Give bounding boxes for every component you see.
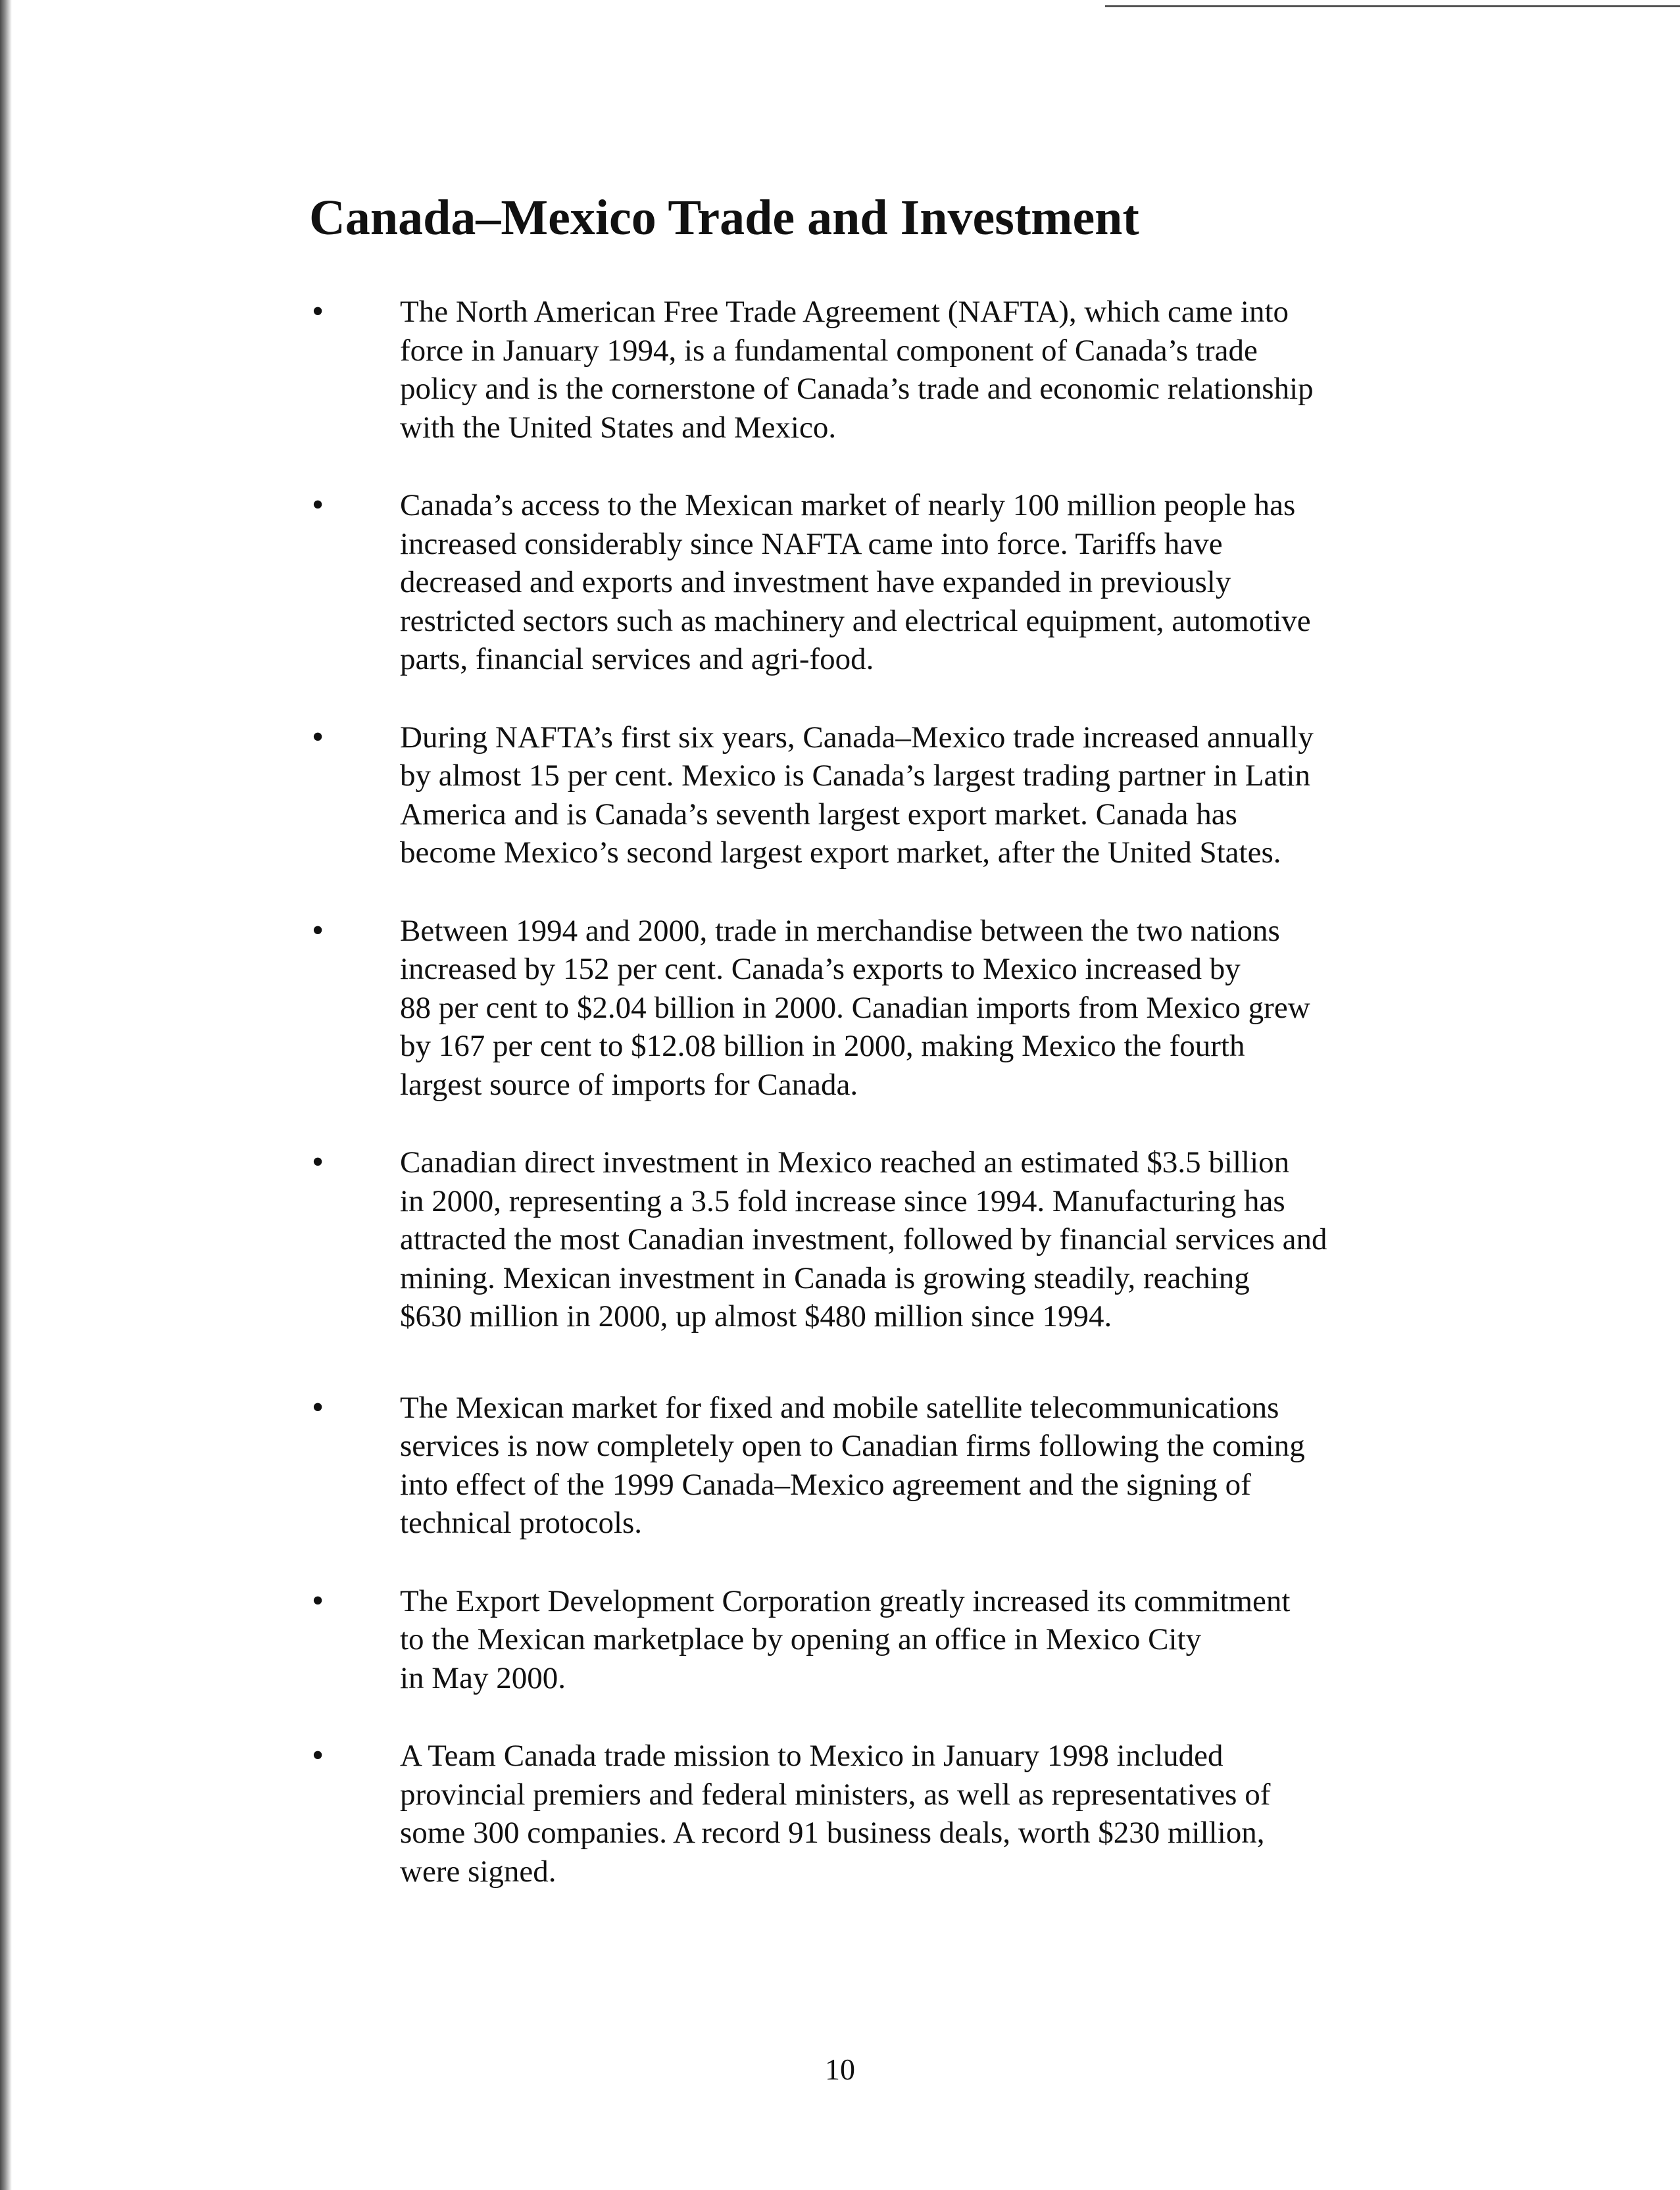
- bullet-text: A Team Canada trade mission to Mexico in January 1998 included provincial premiers and federal ministers, as well as representatives of some 300 companies. A record 91 business deals, worth $230 million, were signed.: [400, 1739, 1271, 1889]
- bullet-list: [293, 293, 1411, 1930]
- top-rule-line: [1105, 5, 1680, 7]
- bullet-marker: •: [312, 718, 324, 756]
- bullet-marker: •: [312, 1581, 324, 1620]
- scan-edge-shadow: [0, 0, 12, 2190]
- bullet-marker: •: [312, 1737, 324, 1774]
- page-title: Canada–Mexico Trade and Investment: [309, 190, 1139, 245]
- bullet-item: [293, 293, 1411, 447]
- bullet-text: The North American Free Trade Agreement (NAFTA), which came into force in January 1994, is a fundamental component of Canada’s trade policy and is the cornerstone of Canada’s trade and economic relationship with the United States and Mexico.: [400, 295, 1314, 445]
- bullet-marker: •: [312, 486, 324, 524]
- bullet-text: Between 1994 and 2000, trade in merchandise between the two nations increased by 152 per cent. Canada’s exports to Mexico increased by 88 per cent to $2.04 billion in 2000. Canadian imports from Mexico grew by 167 per cent to $12.08 billion in 2000, making Mexico the fourth largest source of imports for Canada.: [400, 913, 1310, 1102]
- bullet-item: [293, 1582, 1411, 1698]
- bullet-item: [293, 718, 1411, 872]
- bullet-item: [293, 1143, 1411, 1336]
- bullet-item: [293, 1389, 1411, 1543]
- bullet-marker: •: [312, 293, 324, 330]
- bullet-text: During NAFTA’s first six years, Canada–Mexico trade increased annually by almost 15 per cent. Mexico is Canada’s largest trading partner in Latin America and is Canada’s seventh largest export market. Canada has become Mexico’s second largest export market, after the United States.: [400, 720, 1314, 870]
- bullet-marker: •: [312, 1143, 324, 1181]
- bullet-item: [293, 912, 1411, 1105]
- bullet-text: Canadian direct investment in Mexico reached an estimated $3.5 billion in 2000, representing a 3.5 fold increase since 1994. Manufacturing has attracted the most Canadian investment, followed by financial services and mining. Mexican investment in Canada is growing steadily, reaching $630 million in 2000, up almost $480 million since 1994.: [400, 1145, 1327, 1333]
- bullet-item: [293, 486, 1411, 679]
- bullet-marker: •: [312, 911, 324, 949]
- bullet-item: [293, 1737, 1411, 1891]
- bullet-marker: •: [312, 1388, 324, 1426]
- page-number: 10: [825, 2053, 855, 2086]
- bullet-text: The Mexican market for fixed and mobile satellite telecommunications services is now completely open to Canadian firms following the coming into effect of the 1999 Canada–Mexico agreement and the signing of technical protocols.: [400, 1390, 1305, 1540]
- bullet-text: The Export Development Corporation greatly increased its commitment to the Mexican marketplace by opening an office in Mexico City in May 2000.: [400, 1583, 1291, 1695]
- bullet-text: Canada’s access to the Mexican market of nearly 100 million people has increased considerably since NAFTA came into force. Tariffs have decreased and exports and investment have expanded in previously restricted sectors such as machinery and electrical equipment, automotive parts, financial services and agri-food.: [400, 488, 1311, 676]
